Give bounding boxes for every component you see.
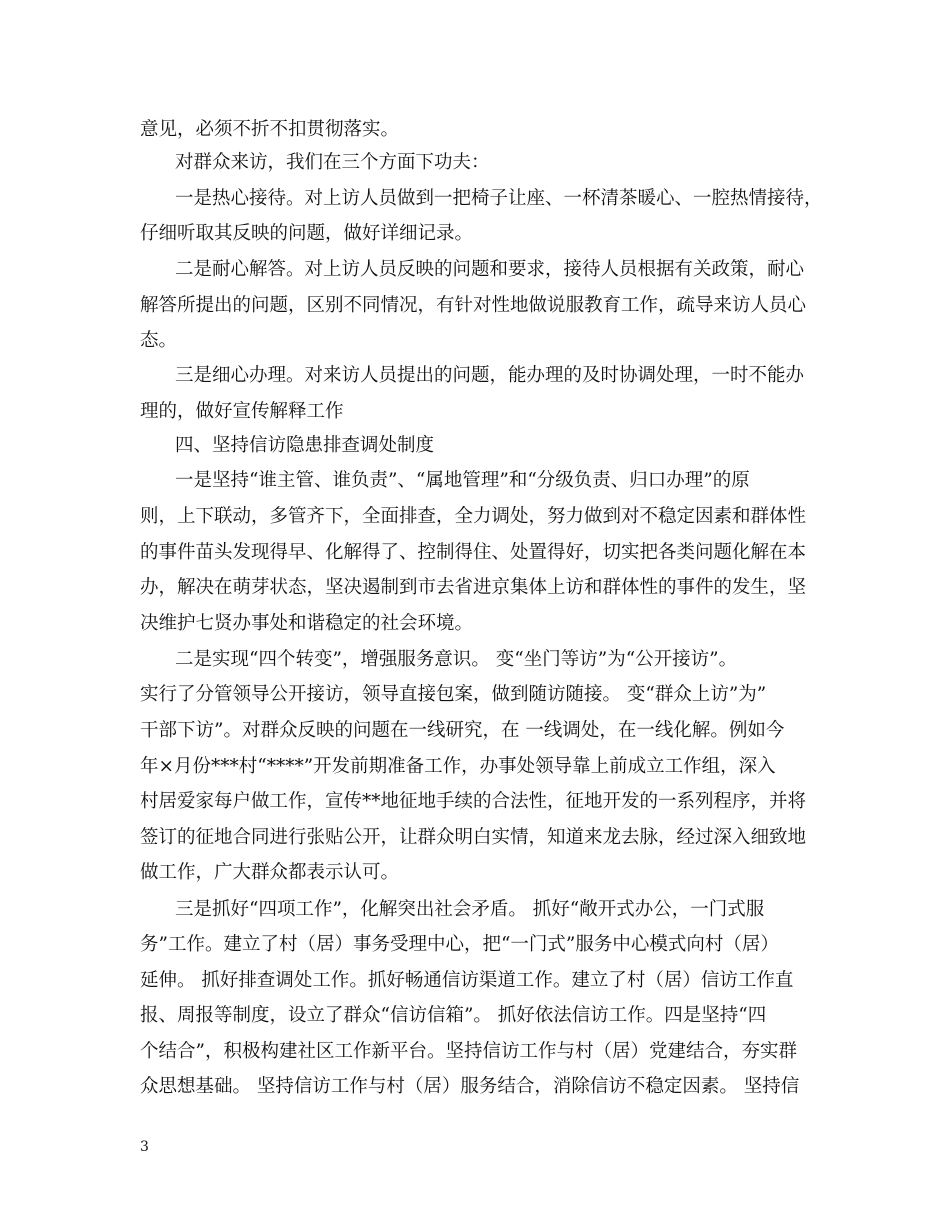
- text-line: 签订的征地合同进行张贴公开，让群众明白实情，知道来龙去脉，经过深入细致地: [140, 827, 807, 848]
- text-line: 干部下访”。对群众反映的问题在一线研究，在 一线调处，在一线化解。例如今: [140, 720, 785, 741]
- text-line: 众思想基础。 坚持信访工作与村（居）服务结合，消除信访不稳定因素。 坚持信: [140, 1076, 800, 1097]
- text-line: 一是热心接待。对上访人员做到一把椅子让座、一杯清茶暖心、一腔热情接待，: [175, 188, 823, 209]
- text-line: 个结合”，积极构建社区工作新平台。坚持信访工作与村（居）党建结合，夯实群: [140, 1041, 797, 1062]
- text-line: 三是细心办理。对来访人员提出的问题，能办理的及时协调处理，一时不能办: [175, 365, 805, 386]
- text-line: 二是实现“四个转变”，增强服务意识。 变“坐门等访”为“公开接访”。: [175, 649, 738, 670]
- text-line: 的事件苗头发现得早、化解得了、控制得住、处置得好，切实把各类问题化解在本: [140, 542, 807, 563]
- text-line: 一是坚持“谁主管、谁负责”、“属地管理”和“分级负责、归口办理”的原: [175, 470, 750, 491]
- text-line: 解答所提出的问题，区别不同情况，有针对性地做说服教育工作，疏导来访人员心: [140, 295, 807, 316]
- text-line: 理的，做好宣传解释工作: [140, 401, 344, 422]
- text-line: 报、周报等制度，设立了群众“信访信箱”。 抓好依法信访工作。四是坚持“四: [140, 1005, 767, 1026]
- text-line: 实行了分管领导公开接访，领导直接包案，做到随访随接。 变“群众上访”为”: [140, 684, 767, 705]
- text-line: 仔细听取其反映的问题，做好详细记录。: [140, 223, 474, 244]
- text-line: 则，上下联动，多管齐下，全面排查，全力调处，努力做到对不稳定因素和群体性: [140, 506, 807, 527]
- text-line: 三是抓好“四项工作”，化解突出社会矛盾。 抓好“敞开式办公，一门式服: [175, 899, 765, 920]
- text-line: 年×月份***村“****”开发前期准备工作，办事处领导靠上前成立工作组，深入: [140, 756, 776, 777]
- page-number: 3: [140, 1139, 149, 1155]
- text-line: 态。: [140, 330, 178, 351]
- text-line: 村居爱家每户做工作，宣传**地征地手续的合法性，征地开发的一系列程序，并将: [140, 791, 807, 812]
- text-line: 对群众来访，我们在三个方面下功夫：: [175, 152, 490, 173]
- text-line: 办，解决在萌芽状态，坚决遏制到市去省进京集体上访和群体性的事件的发生，坚: [140, 577, 807, 598]
- text-line: 决维护七贤办事处和谐稳定的社会环境。: [140, 613, 474, 634]
- text-line: 延伸。 抓好排查调处工作。抓好畅通信访渠道工作。建立了村（居）信访工作直: [140, 970, 794, 991]
- text-line: 意见，必须不折不扣贯彻落实。: [140, 119, 400, 140]
- text-line: 务”工作。建立了村（居）事务受理中心，把“一门式”服务中心模式向村（居）: [140, 934, 779, 955]
- text-line: 四、坚持信访隐患排查调处制度: [175, 435, 435, 456]
- text-line: 做工作，广大群众都表示认可。: [140, 862, 400, 883]
- text-line: 二是耐心解答。对上访人员反映的问题和要求，接待人员根据有关政策，耐心: [175, 259, 805, 280]
